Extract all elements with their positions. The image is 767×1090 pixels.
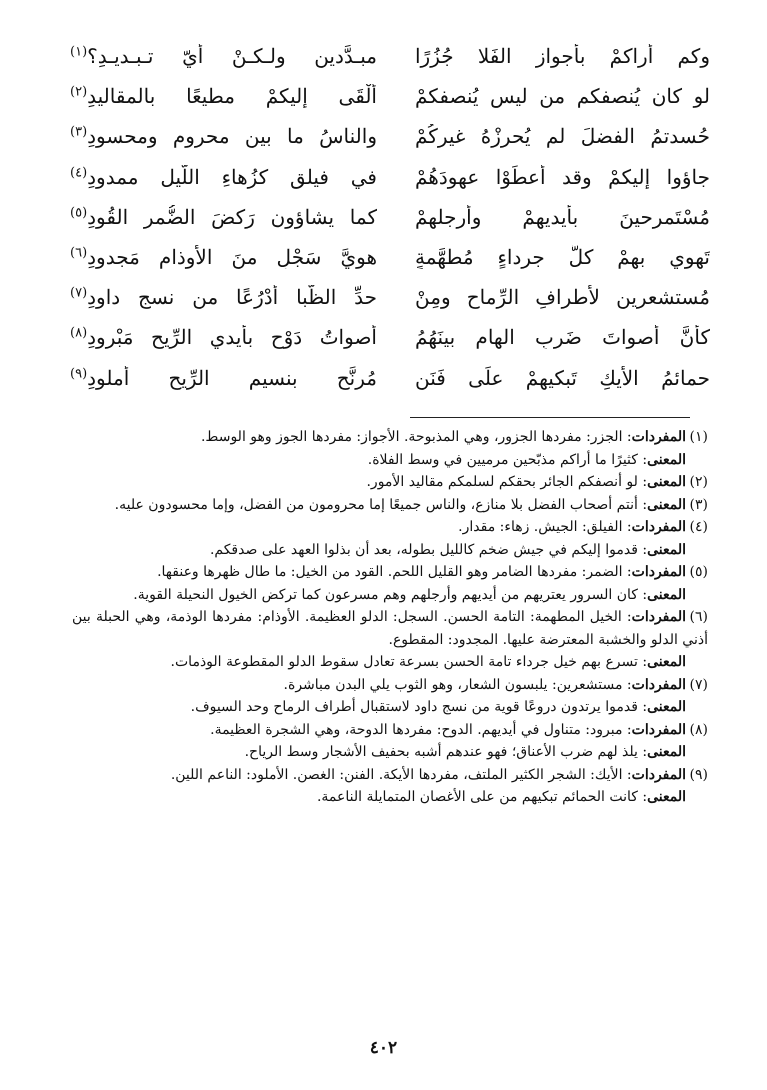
footnote-label: المعنى bbox=[647, 654, 686, 670]
footnote-entry bbox=[72, 516, 708, 539]
footnote-meaning bbox=[72, 539, 708, 562]
verse-first-hemistich: لو كان يُنصفكم من ليس يُنصفكمْ bbox=[415, 84, 710, 109]
footnote-label: المفردات bbox=[631, 564, 686, 580]
verse-first-hemistich: مُستشعرين لأطرافِ الرِّماحِ ومِنْ bbox=[415, 285, 710, 310]
footnotes bbox=[72, 426, 708, 809]
footnote-number: (٧) bbox=[689, 676, 708, 693]
footnote-reference: (٥) bbox=[70, 205, 88, 221]
footnote-text: : قدموا يرتدون دروعًا قوية من نسج داود لاستقبال أطراف الرماح وحد السيوف. bbox=[190, 699, 648, 715]
footnote-meaning bbox=[72, 741, 708, 764]
footnote-entry bbox=[72, 426, 708, 449]
verse-line bbox=[70, 197, 710, 237]
footnote-number: (٣) bbox=[689, 496, 708, 513]
verse-line bbox=[70, 76, 710, 116]
footnote-number: (٥) bbox=[689, 564, 708, 580]
footnote-entry bbox=[72, 471, 708, 494]
footnote-text: : الأيك: الشجر الكثير الملتف، مفردها الأيكة. الفنن: الغصن. الأملود: الناعم اللين. bbox=[170, 766, 632, 783]
footnote-text: : الخيل المطهمة: التامة الحسن. السجل: الدلو العظيمة. الأوذام: مفردها الوذمة، وهي الحبلة بين أذني الدلو والخشبة المعترضة عليها. المجدود: المقطوع. bbox=[72, 609, 708, 648]
verse-first-hemistich: وكم أراكمْ بأجوازِ الفَلا جُزُرًا bbox=[415, 44, 710, 69]
footnote-text: : لو أنصفكم الجائر بحقكم لسلمكم مقاليد الأمور. bbox=[366, 474, 648, 490]
footnote-entry bbox=[72, 606, 708, 651]
footnote-label: المفردات bbox=[631, 429, 686, 445]
footnote-number: (٤) bbox=[689, 519, 708, 535]
verse-second-hemistich bbox=[70, 44, 377, 68]
footnote-label: المفردات bbox=[631, 766, 686, 783]
verse-line bbox=[70, 36, 710, 76]
footnote-number: (٩) bbox=[689, 766, 708, 783]
footnote-text: : مستشعرين: يلبسون الشعار، وهو الثوب يلي البدن مباشرة. bbox=[283, 676, 632, 693]
verse-second-text: أصواتُ دَوْحٍ بأيدي الرِّيحِ مَبْرودِ bbox=[87, 325, 377, 350]
footnote-meaning bbox=[72, 651, 708, 674]
footnote-reference: (١) bbox=[70, 44, 88, 60]
footnote-entry bbox=[72, 494, 708, 517]
footnote-text: : كانت الحمائم تبكيهم من على الأغصان المتمايلة الناعمة. bbox=[316, 789, 648, 805]
verse-second-text: والناسُ ما بين محروم ومحسودِ bbox=[87, 124, 377, 149]
verse-line bbox=[70, 157, 710, 197]
footnote-number: (٢) bbox=[689, 474, 708, 490]
footnote-text: : الضمر: مفردها الضامر وهو القليل اللحم. القود من الخيل: ما طال ظهرها وعنقها. bbox=[157, 564, 632, 580]
verse-second-text: ألْقَى إليكمْ مطيعًا بالمقاليدِ bbox=[87, 84, 377, 109]
verse-first-hemistich: كأنَّ أصواتَ ضَربِ الهامِ بينَهُمُ bbox=[415, 325, 710, 350]
footnote-reference: (٤) bbox=[70, 165, 88, 180]
verse-second-text: في فيلقٍ كزُهاءِ اللَّيلِ ممدودِ bbox=[87, 164, 377, 189]
footnote-text: : الجزر: مفردها الجزور، وهي المذبوحة. الأجواز: مفردها الجوز وهو الوسط. bbox=[200, 429, 632, 445]
footnote-label: المعنى bbox=[647, 496, 686, 513]
footnote-reference: (٩) bbox=[70, 365, 88, 381]
footnote-reference: (٢) bbox=[70, 84, 88, 100]
verse-second-text: حدِّ الظُّبا أدْرُعًا من نسجِ داودِ bbox=[87, 285, 377, 310]
poem bbox=[70, 36, 710, 398]
footnote-text: : قدموا إليكم في جيش ضخم كالليل بطوله، بعد أن بذلوا العهد على صدقكم. bbox=[209, 541, 648, 558]
footnote-reference: (٦) bbox=[70, 245, 88, 261]
verse-second-hemistich bbox=[70, 124, 377, 148]
verse-first-hemistich: حمائمُ الأيكِ تَبكيهمْ علَى فَنَنٍ bbox=[415, 365, 710, 390]
verse-first-hemistich: حُسدتمُ الفضلَ لم يُحرِزْهُ غيركُمْ bbox=[415, 124, 710, 149]
footnote-label: المفردات bbox=[631, 519, 686, 535]
footnote-reference: (٣) bbox=[70, 124, 88, 140]
footnote-text: : يلذ لهم ضرب الأعناق؛ فهو عندهم أشبه بحفيف الأشجار وسط الرياح. bbox=[244, 744, 648, 760]
footnote-text: : تسرع بهم خيل جرداء تامة الحسن بسرعة تعادل سقوط الدلو المقطوعة الوذمات. bbox=[170, 654, 648, 670]
footnote-label: المعنى bbox=[647, 474, 686, 490]
verse-first-hemistich: مُسْتَمرحينَ بأيديهمْ وأرجلهمْ bbox=[415, 204, 710, 229]
verse-second-hemistich bbox=[70, 285, 377, 309]
footnote-meaning bbox=[72, 696, 708, 719]
verse-line bbox=[70, 237, 710, 277]
footnote-text: : كثيرًا ما أراكم مذبّحين مرميين في وسط الفلاة. bbox=[367, 451, 648, 468]
verse-second-hemistich bbox=[70, 366, 377, 390]
footnote-entry bbox=[72, 674, 708, 697]
footnote-entry bbox=[72, 719, 708, 742]
verse-line bbox=[70, 317, 710, 357]
footnote-entry bbox=[72, 764, 708, 787]
footnote-label: المفردات bbox=[631, 721, 686, 738]
verse-second-hemistich bbox=[70, 325, 377, 349]
footnote-reference: (٨) bbox=[70, 325, 88, 341]
verse-line bbox=[70, 358, 710, 398]
page-number: ٤٠٢ bbox=[369, 1038, 398, 1058]
verse-second-text: هويَّ سَجْلٍ منَ الأوذامِ مَجدودِ bbox=[87, 245, 377, 270]
footnote-label: المعنى bbox=[647, 744, 686, 760]
footnote-text: : الفيلق: الجيش. زهاء: مقدار. bbox=[458, 519, 632, 535]
footnote-label: المعنى bbox=[647, 541, 686, 558]
verse-second-text: مبـدَّدين ولـكـنْ أيّ تـبـديـدِ؟ bbox=[87, 44, 377, 69]
verse-line bbox=[70, 277, 710, 317]
footnote-reference: (٧) bbox=[70, 285, 88, 301]
verse-line bbox=[70, 116, 710, 156]
footnote-text: : كان السرور يعتريهم من أيديهم وأرجلهم وهم مسرعون كما تركض الخيول النحيلة القوية. bbox=[133, 586, 648, 603]
footnote-number: (٨) bbox=[689, 721, 708, 738]
footnote-text: : مبرود: متناول في أيديهم. الدوح: مفردها الدوحة، وهي الشجرة العظيمة. bbox=[210, 721, 632, 738]
footnote-number: (٦) bbox=[689, 609, 709, 625]
footnote-divider bbox=[410, 417, 690, 418]
footnote-meaning bbox=[72, 449, 708, 472]
footnote-meaning bbox=[72, 786, 708, 809]
verse-first-hemistich: تَهوي بهمْ كلُّ جرداءٍ مُطهَّمةٍ bbox=[415, 245, 710, 270]
verse-second-hemistich bbox=[70, 205, 377, 229]
verse-first-hemistich: جاؤوا إليكمْ وقد أعطَوْا عهودَهُمْ bbox=[415, 164, 710, 189]
footnote-meaning bbox=[72, 584, 708, 607]
footnote-label: المعنى bbox=[647, 451, 686, 468]
footnote-entry bbox=[72, 561, 708, 584]
footnote-label: المعنى bbox=[647, 699, 686, 715]
footnote-label: المفردات bbox=[631, 609, 687, 625]
footnote-label: المعنى bbox=[647, 789, 686, 805]
footnote-label: المفردات bbox=[631, 676, 686, 693]
footnote-text: : أنتم أصحاب الفضل بلا منازع، والناس جميعًا إما محرومون من الفضل، وإما محسودون عليه. bbox=[114, 496, 648, 513]
verse-second-hemistich bbox=[70, 84, 377, 108]
verse-second-text: كما يشاؤون رَكضَ الضُّمرِ القُودِ bbox=[87, 204, 377, 229]
footnote-number: (١) bbox=[689, 429, 708, 445]
verse-second-hemistich bbox=[70, 245, 377, 269]
footnote-label: المعنى bbox=[647, 586, 686, 603]
verse-second-hemistich bbox=[70, 165, 377, 189]
verse-second-text: مُرنَّحٍ بنسيمِ الرِّيحِ أُملودِ bbox=[87, 365, 377, 390]
